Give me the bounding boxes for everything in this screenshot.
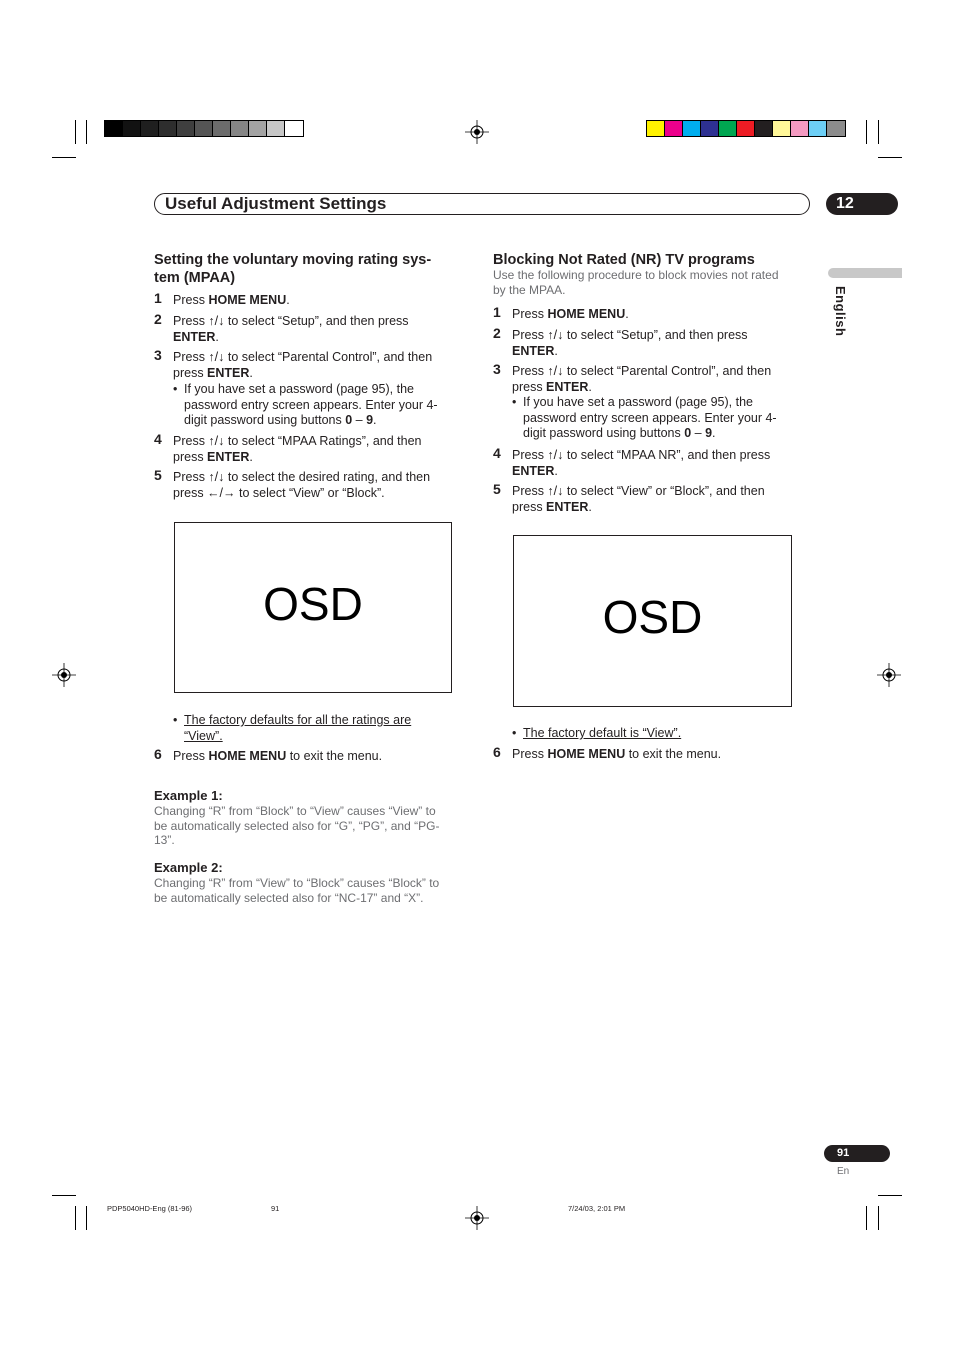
- color-bar: [646, 120, 846, 137]
- gray-swatch: [195, 121, 213, 136]
- right-intro: Use the following procedure to block movies not rated by the MPAA.: [493, 268, 779, 297]
- right-password-note: • If you have set a password (page 95), the password entry screen appears. Enter your 4- digit password using buttons 0 – 9.: [512, 395, 777, 440]
- color-swatch: [737, 121, 755, 136]
- right-default-note: • The factory default is “View”.: [512, 726, 682, 740]
- color-swatch: [773, 121, 791, 136]
- gray-swatch: [231, 121, 249, 136]
- right-heading: Blocking Not Rated (NR) TV programs: [493, 252, 755, 268]
- gray-swatch: [267, 121, 285, 136]
- right-step-3: 3 Press ↑/↓ to select “Parental Control”, and then press ENTER.: [493, 361, 772, 394]
- color-swatch: [827, 121, 845, 136]
- left-step-3: 3 Press ↑/↓ to select “Parental Control”, and then press ENTER.: [154, 347, 433, 380]
- example-1-text: Changing “R” from “Block” to “View” causes “View” to be automatically selected also for “G”, “PG”, and “PG- 13”.: [154, 804, 440, 847]
- right-step-5: 5 Press ↑/↓ to select “View” or “Block”, and then press ENTER.: [493, 481, 765, 514]
- color-swatch: [719, 121, 737, 136]
- gray-swatch: [285, 121, 303, 136]
- section-title: Useful Adjustment Settings: [165, 194, 387, 213]
- color-swatch: [809, 121, 827, 136]
- left-default-note: • The factory defaults for all the ratings are “View”.: [173, 713, 412, 743]
- color-swatch: [755, 121, 773, 136]
- color-swatch: [665, 121, 683, 136]
- language-code: En: [837, 1166, 850, 1177]
- left-step-4: 4 Press ↑/↓ to select “MPAA Ratings”, and then press ENTER.: [154, 431, 422, 464]
- registration-mark-icon: [465, 120, 489, 144]
- left-step-1: 1 Press HOME MENU.: [154, 290, 290, 307]
- registration-mark-icon: [52, 663, 76, 687]
- color-swatch: [683, 121, 701, 136]
- left-step-2: 2 Press ↑/↓ to select “Setup”, and then press ENTER.: [154, 311, 409, 344]
- example-1-title: Example 1:: [154, 788, 223, 803]
- osd-placeholder-right: OSD: [513, 535, 792, 707]
- left-heading: Setting the voluntary moving rating sys- tem (MPAA): [154, 252, 432, 286]
- footer-file-name: PDP5040HD-Eng (81-96): [107, 1204, 193, 1213]
- gray-swatch: [249, 121, 267, 136]
- page-number-badge: 91: [824, 1145, 890, 1162]
- footer-date: 7/24/03, 2:01 PM: [568, 1204, 626, 1213]
- color-swatch: [791, 121, 809, 136]
- osd-placeholder-left: OSD: [174, 522, 452, 693]
- right-step-1: 1 Press HOME MENU.: [493, 304, 629, 321]
- language-tab: [828, 268, 902, 278]
- right-step-6: 6 Press HOME MENU to exit the menu.: [493, 744, 722, 761]
- gray-swatch: [141, 121, 159, 136]
- color-swatch: [647, 121, 665, 136]
- chapter-badge: 12: [826, 193, 898, 215]
- color-swatch: [701, 121, 719, 136]
- left-password-note: • If you have set a password (page 95), the password entry screen appears. Enter your 4- digit password using buttons 0 – 9.: [173, 382, 438, 427]
- right-step-4: 4 Press ↑/↓ to select “MPAA NR”, and then press ENTER.: [493, 445, 771, 478]
- left-step-5: 5 Press ↑/↓ to select the desired rating, and then press ←/→ to select “View” or “Block”.: [154, 467, 431, 500]
- registration-mark-icon: [465, 1206, 489, 1230]
- gray-swatch: [177, 121, 195, 136]
- gray-scale-bar: [104, 120, 304, 137]
- gray-swatch: [123, 121, 141, 136]
- registration-mark-icon: [877, 663, 901, 687]
- footer-file-page: 91: [271, 1204, 280, 1213]
- gray-swatch: [159, 121, 177, 136]
- example-2-title: Example 2:: [154, 860, 223, 875]
- example-2-text: Changing “R” from “View” to “Block” causes “Block” to be automatically selected also for “NC-17” and “X”.: [154, 876, 440, 905]
- language-label: English: [833, 286, 848, 337]
- gray-swatch: [213, 121, 231, 136]
- left-step-6: 6 Press HOME MENU to exit the menu.: [154, 746, 383, 763]
- right-step-2: 2 Press ↑/↓ to select “Setup”, and then press ENTER.: [493, 325, 748, 358]
- gray-swatch: [105, 121, 123, 136]
